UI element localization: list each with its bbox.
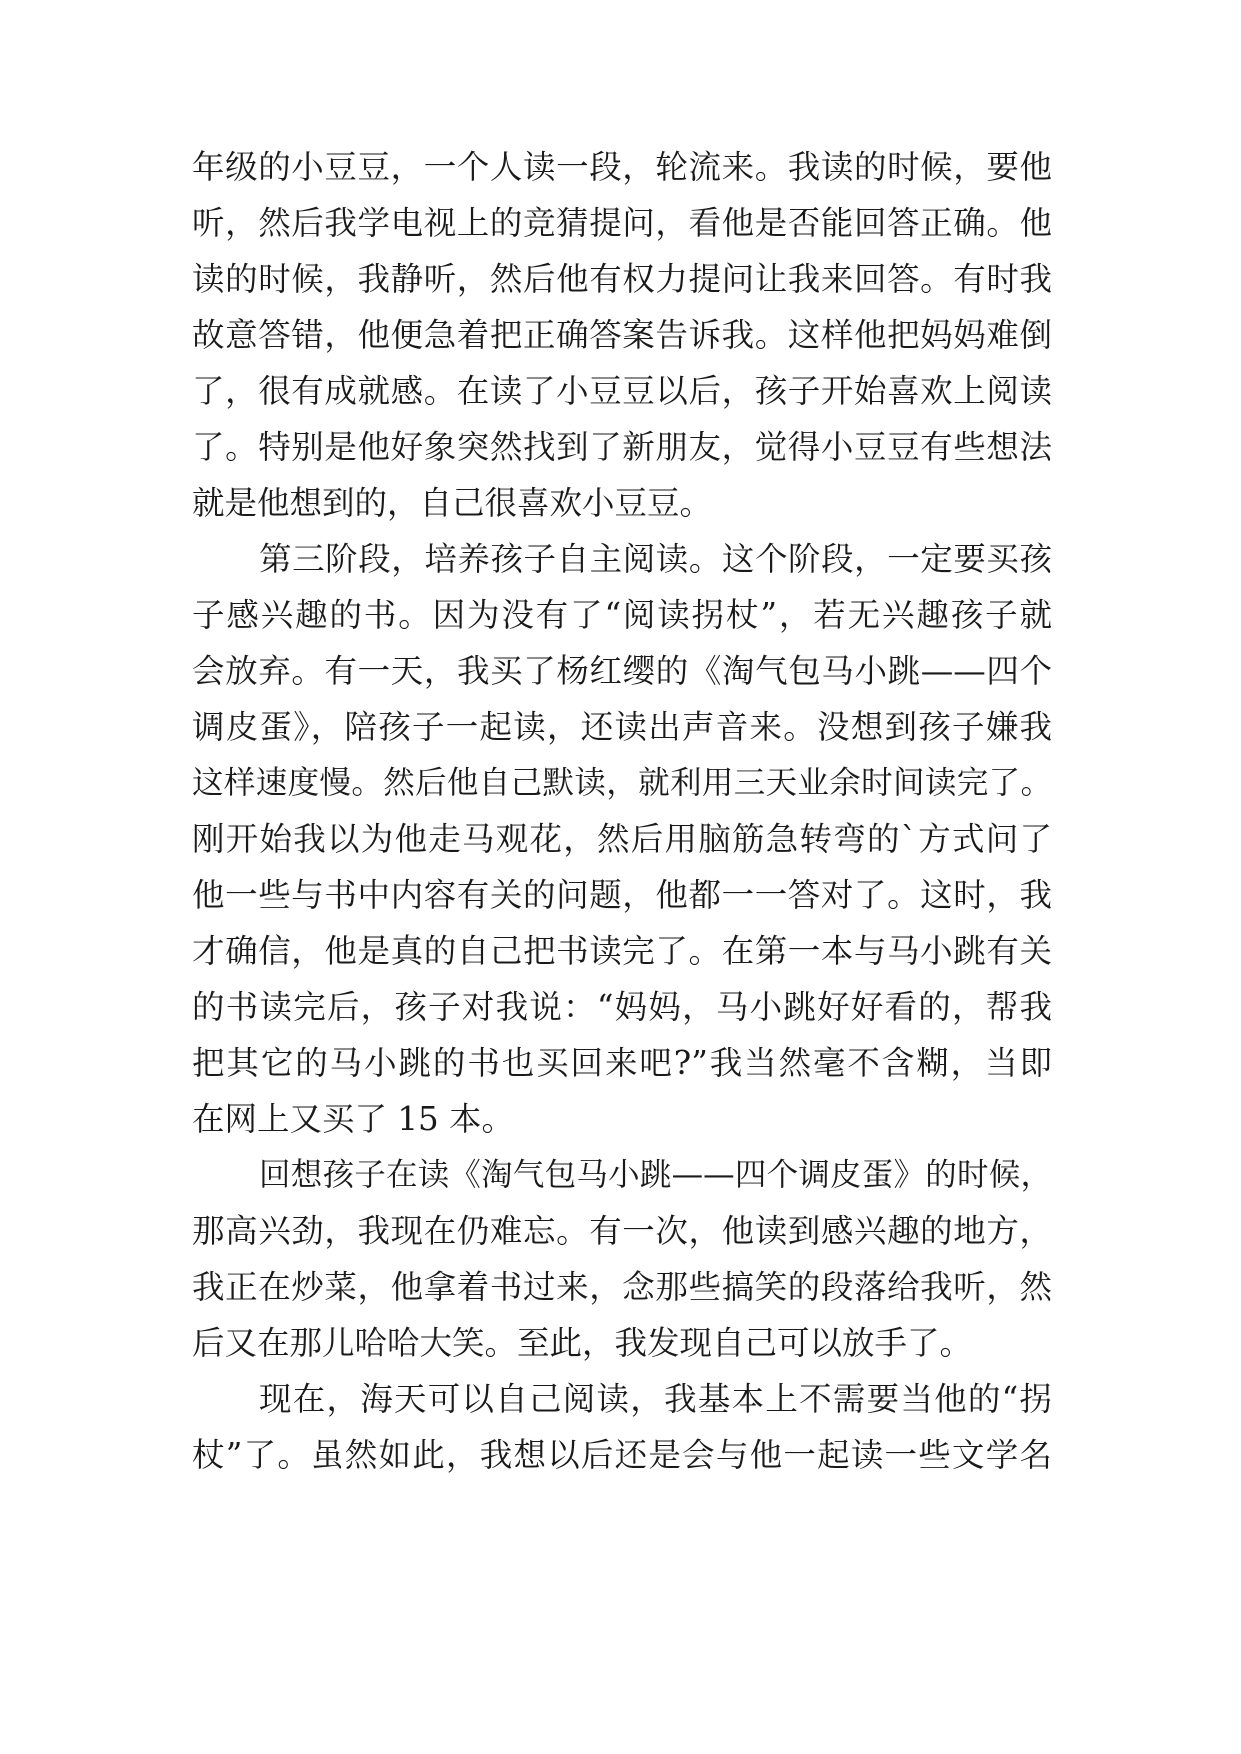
text-line: 刚开始我以为他走马观花，然后用脑筋急转弯的`方式问了 [192,820,1052,858]
text-line: 听，然后我学电视上的竞猜提问，看他是否能回答正确。他 [192,204,1052,242]
text-line: 故意答错，他便急着把正确答案告诉我。这样他把妈妈难倒 [192,316,1052,354]
text-line: 了。特别是他好象突然找到了新朋友，觉得小豆豆有些想法 [192,428,1052,466]
paragraph-first-line: 第三阶段，培养孩子自主阅读。这个阶段，一定要买孩 [259,540,1052,578]
text-line: 他一些与书中内容有关的问题，他都一一答对了。这时，我 [192,876,1052,914]
text-line: 年级的小豆豆，一个人读一段，轮流来。我读的时候，要他 [192,148,1052,186]
text-line: 那高兴劲，我现在仍难忘。有一次，他读到感兴趣的地方， [192,1212,1052,1250]
text-line: 的书读完后，孩子对我说：“妈妈，马小跳好好看的，帮我 [192,988,1052,1026]
text-line: 就是他想到的，自己很喜欢小豆豆。 [192,484,713,522]
text-line: 后又在那儿哈哈大笑。至此，我发现自己可以放手了。 [192,1324,973,1362]
text-line: 我正在炒菜，他拿着书过来，念那些搞笑的段落给我听，然 [192,1268,1052,1306]
text-line: 这样速度慢。然后他自己默读，就利用三天业余时间读完了。 [192,765,1052,801]
text-line: 在网上又买了 15 本。 [192,1100,515,1138]
text-line: 子感兴趣的书。因为没有了“阅读拐杖”，若无兴趣孩子就 [192,596,1052,634]
text-line: 才确信，他是真的自己把书读完了。在第一本与马小跳有关 [192,932,1052,970]
text-line: 调皮蛋》，陪孩子一起读，还读出声音来。没想到孩子嫌我 [192,708,1052,746]
text-line: 会放弃。有一天，我买了杨红缨的《淘气包马小跳——四个 [192,652,1052,690]
text-line: 把其它的马小跳的书也买回来吧?”我当然毫不含糊，当即 [192,1044,1052,1082]
text-line: 读的时候，我静听，然后他有权力提问让我来回答。有时我 [192,260,1052,298]
paragraph-first-line: 回想孩子在读《淘气包马小跳——四个调皮蛋》的时候， [259,1157,1052,1193]
paragraph-first-line: 现在，海天可以自己阅读，我基本上不需要当他的“拐 [259,1380,1052,1418]
text-line: 了，很有成就感。在读了小豆豆以后，孩子开始喜欢上阅读 [192,372,1052,410]
text-line: 杖”了。虽然如此，我想以后还是会与他一起读一些文学名 [192,1436,1052,1474]
